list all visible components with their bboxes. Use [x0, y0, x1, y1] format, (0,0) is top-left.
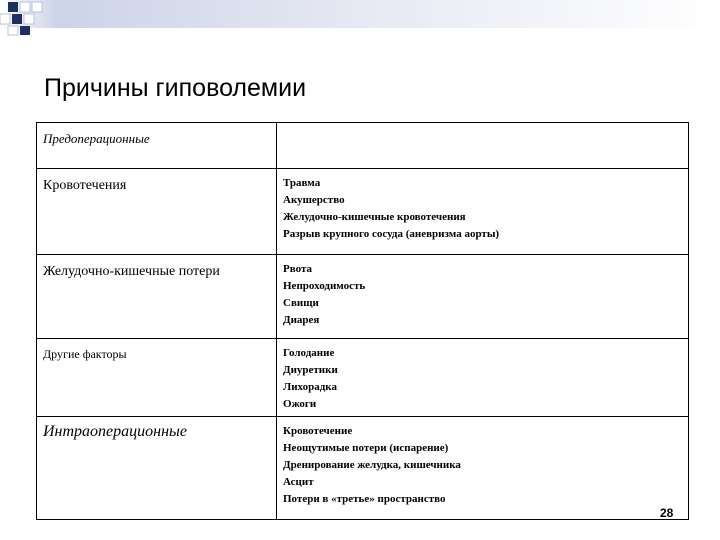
row-label: Желудочно-кишечные потери [43, 264, 220, 279]
banner-square [20, 2, 30, 12]
causes-table [36, 122, 689, 520]
list-item: Акушерство [283, 194, 345, 206]
table-row [37, 169, 689, 255]
row-items-cell [277, 339, 689, 417]
row-items-cell [277, 123, 689, 169]
list-item: Непроходимость [283, 280, 366, 292]
banner-square [32, 2, 42, 12]
list-item: Рвота [283, 263, 312, 275]
banner-square [8, 26, 18, 35]
list-item: Асцит [283, 476, 314, 488]
row-label: Интраоперационные [43, 423, 187, 440]
row-label-cell [37, 169, 277, 255]
table-row [37, 417, 689, 520]
row-items-cell [277, 169, 689, 255]
row-label: Предоперационные [43, 131, 150, 146]
list-item: Желудочно-кишечные кровотечения [283, 211, 466, 223]
banner-square [24, 14, 34, 24]
list-item: Неощутимые потери (испарение) [283, 442, 449, 454]
banner-square [8, 2, 18, 12]
page-number: 28 [660, 506, 674, 520]
table-row [37, 339, 689, 417]
table-row [37, 123, 689, 169]
list-item: Диуретики [283, 364, 338, 376]
list-item: Диарея [283, 314, 320, 326]
list-item: Ожоги [283, 398, 317, 410]
list-item: Голодание [283, 347, 335, 359]
list-item: Лихорадка [283, 381, 337, 393]
list-item: Травма [283, 177, 321, 189]
list-item: Разрыв крупного сосуда (аневризма аорты) [283, 228, 500, 240]
row-label-cell [37, 417, 277, 520]
list-item: Дренирование желудка, кишечника [283, 459, 461, 471]
list-item: Потери в «третье» пространство [283, 493, 446, 505]
banner-square [12, 14, 22, 24]
table-row [37, 255, 689, 339]
banner-square [20, 26, 30, 35]
row-items-cell [277, 255, 689, 339]
decorative-banner [0, 0, 720, 36]
slide-title: Причины гиповолемии [44, 74, 307, 102]
banner-square [0, 14, 10, 24]
row-label-cell [37, 255, 277, 339]
list-item: Свищи [283, 297, 319, 309]
row-label-cell [37, 339, 277, 417]
row-items-cell [277, 417, 689, 520]
list-item: Кровотечение [283, 425, 353, 437]
row-label: Кровотечения [43, 178, 127, 193]
row-label: Другие факторы [43, 347, 127, 361]
row-label-cell [37, 123, 277, 169]
